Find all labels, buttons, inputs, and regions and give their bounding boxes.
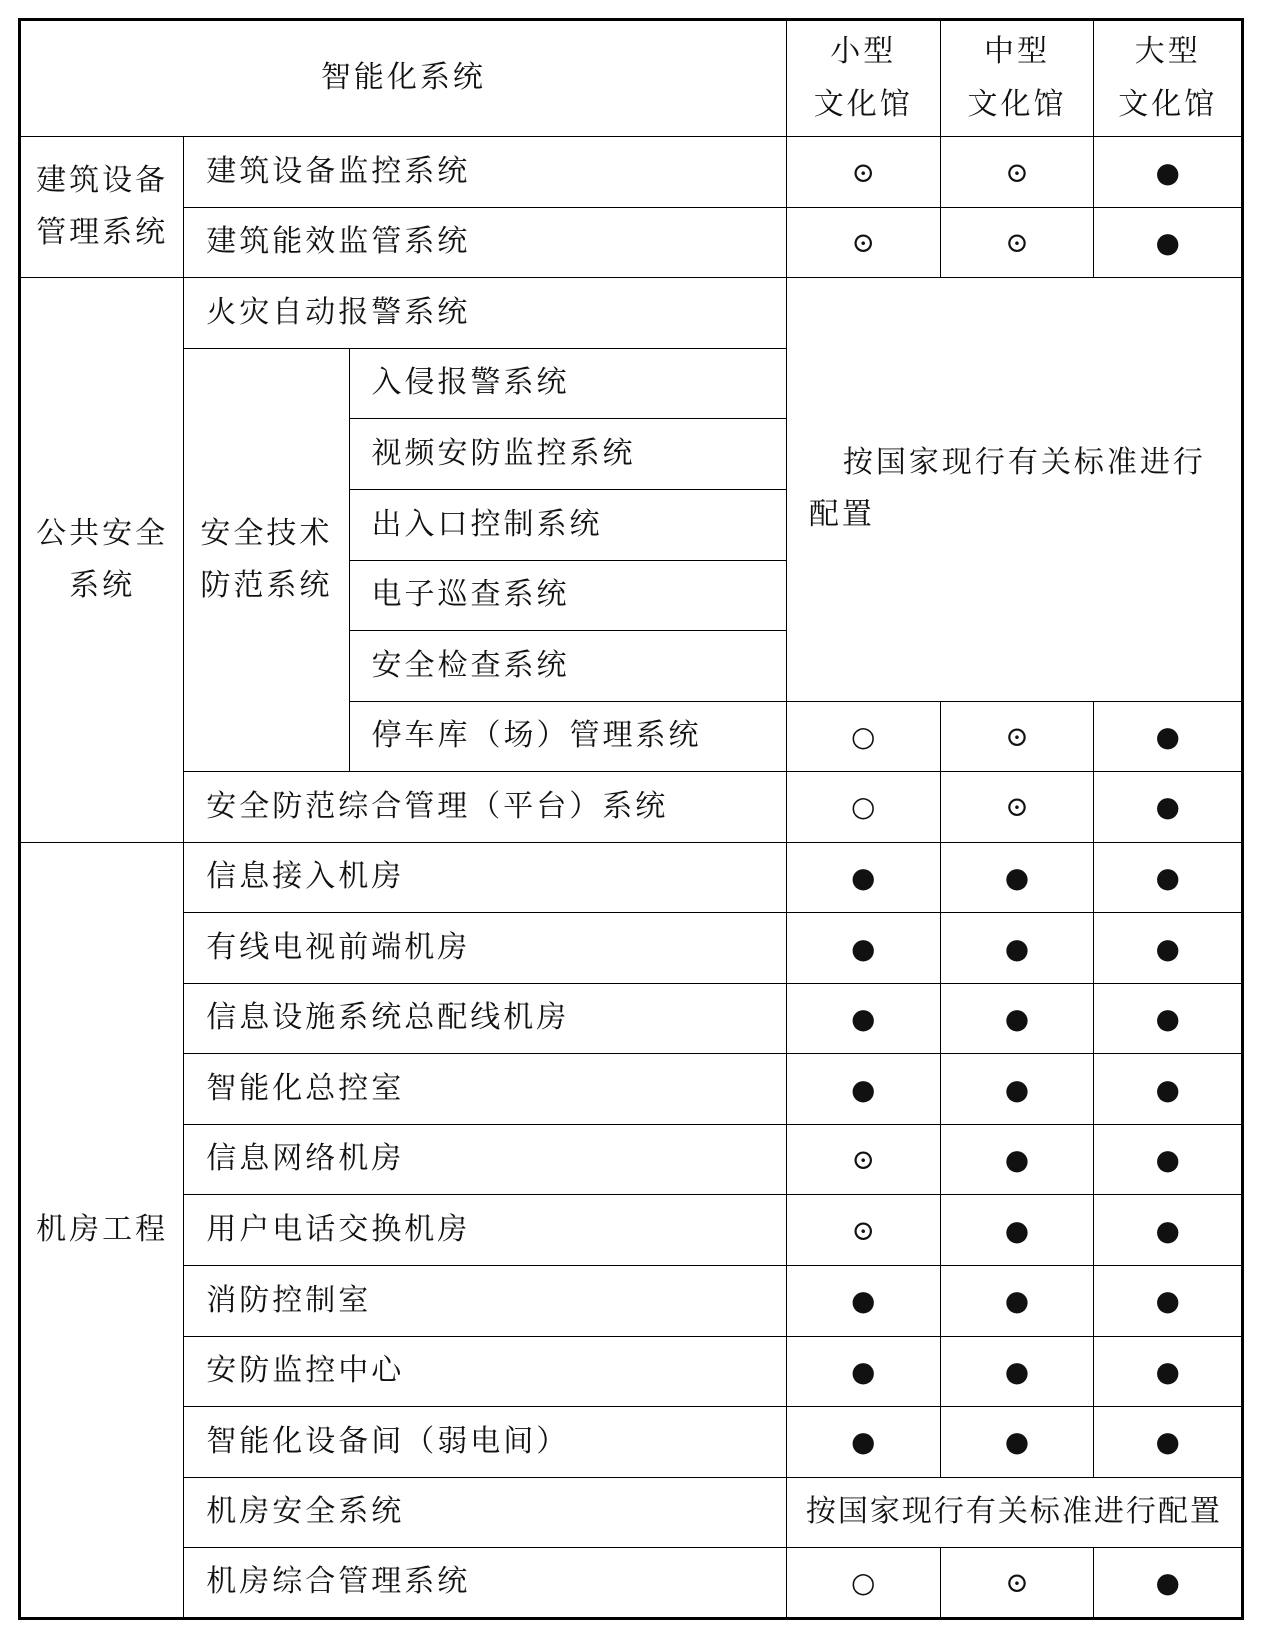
row-name: 信息设施系统总配线机房	[184, 983, 787, 1054]
table-row	[20, 983, 1243, 1054]
row-name: 智能化总控室	[184, 1054, 787, 1125]
mark-small: ●	[786, 913, 940, 984]
row-name: 火灾自动报警系统	[184, 278, 787, 349]
intelligent-systems-table	[18, 18, 1244, 1620]
mark-large: ●	[1094, 1336, 1243, 1407]
row-name: 信息接入机房	[184, 842, 787, 913]
mark-small: ⊙	[786, 1124, 940, 1195]
row-name: 有线电视前端机房	[184, 913, 787, 984]
table-row	[20, 1477, 1243, 1548]
mark-large: ●	[1094, 842, 1243, 913]
mark-large: ●	[1094, 983, 1243, 1054]
mark-large: ●	[1094, 1124, 1243, 1195]
row-name: 入侵报警系统	[349, 348, 786, 419]
mark-large: ●	[1094, 1054, 1243, 1125]
table-row	[20, 1054, 1243, 1125]
table-row	[20, 772, 1243, 843]
mark-small: ⊙	[786, 137, 940, 208]
row-name: 视频安防监控系统	[349, 419, 786, 490]
mark-large: ●	[1094, 1548, 1243, 1619]
mark-small: ●	[786, 1407, 940, 1478]
group-building-equipment: 建筑设备 管理系统	[20, 137, 184, 278]
header-row	[20, 20, 1243, 137]
mark-small: ●	[786, 1054, 940, 1125]
mark-medium: ●	[940, 1054, 1094, 1125]
mark-small: ⊙	[786, 1195, 940, 1266]
table-row	[20, 1407, 1243, 1478]
table-row	[20, 1336, 1243, 1407]
table-row	[20, 207, 1243, 278]
row-name: 消防控制室	[184, 1266, 787, 1337]
mark-small: ⊙	[786, 207, 940, 278]
group-public-safety: 公共安全 系统	[20, 278, 184, 842]
header-large-hall: 大型 文化馆	[1094, 20, 1243, 137]
row-name: 安全防范综合管理（平台）系统	[184, 772, 787, 843]
mark-medium: ●	[940, 913, 1094, 984]
header-title: 智能化系统	[20, 20, 787, 137]
group-machine-room: 机房工程	[20, 842, 184, 1618]
row-name: 信息网络机房	[184, 1124, 787, 1195]
row-name: 停车库（场）管理系统	[349, 701, 786, 772]
mark-large: ●	[1094, 1195, 1243, 1266]
row-name: 安全检查系统	[349, 631, 786, 702]
table-row	[20, 1195, 1243, 1266]
mark-large: ●	[1094, 137, 1243, 208]
table-row	[20, 278, 1243, 349]
table-row	[20, 1266, 1243, 1337]
mark-medium: ●	[940, 1336, 1094, 1407]
row-name: 智能化设备间（弱电间）	[184, 1407, 787, 1478]
mark-large: ●	[1094, 1407, 1243, 1478]
mark-medium: ●	[940, 842, 1094, 913]
mark-medium: ●	[940, 1266, 1094, 1337]
mark-large: ●	[1094, 1266, 1243, 1337]
row-name: 机房安全系统	[184, 1477, 787, 1548]
table-row	[20, 842, 1243, 913]
row-name: 安防监控中心	[184, 1336, 787, 1407]
header-medium-hall: 中型 文化馆	[940, 20, 1094, 137]
mark-large: ●	[1094, 913, 1243, 984]
table-row	[20, 1124, 1243, 1195]
row-name: 出入口控制系统	[349, 489, 786, 560]
group-security-technology: 安全技术 防范系统	[184, 348, 349, 771]
mark-small: ○	[786, 1548, 940, 1619]
mark-large: ●	[1094, 207, 1243, 278]
mark-medium: ●	[940, 1407, 1094, 1478]
table-row	[20, 913, 1243, 984]
row-name: 用户电话交换机房	[184, 1195, 787, 1266]
mark-medium: ⊙	[940, 1548, 1094, 1619]
mark-large: ●	[1094, 772, 1243, 843]
mark-medium: ●	[940, 983, 1094, 1054]
mark-medium: ⊙	[940, 137, 1094, 208]
mark-medium: ●	[940, 1195, 1094, 1266]
mark-large: ●	[1094, 701, 1243, 772]
mark-small: ○	[786, 772, 940, 843]
mark-small: ●	[786, 1336, 940, 1407]
header-small-hall: 小型 文化馆	[786, 20, 940, 137]
row-name: 电子巡查系统	[349, 560, 786, 631]
mark-small: ○	[786, 701, 940, 772]
mark-small: ●	[786, 983, 940, 1054]
mark-medium: ⊙	[940, 207, 1094, 278]
table-row	[20, 137, 1243, 208]
merged-config-note: 按国家现行有关标准进行 配置	[786, 278, 1242, 701]
mark-medium: ⊙	[940, 701, 1094, 772]
row-name: 机房综合管理系统	[184, 1548, 787, 1619]
table-row	[20, 1548, 1243, 1619]
row-name: 建筑设备监控系统	[184, 137, 787, 208]
mark-small: ●	[786, 842, 940, 913]
mark-small: ●	[786, 1266, 940, 1337]
mark-medium: ●	[940, 1124, 1094, 1195]
full-config-note: 按国家现行有关标准进行配置	[786, 1477, 1242, 1548]
mark-medium: ⊙	[940, 772, 1094, 843]
row-name: 建筑能效监管系统	[184, 207, 787, 278]
